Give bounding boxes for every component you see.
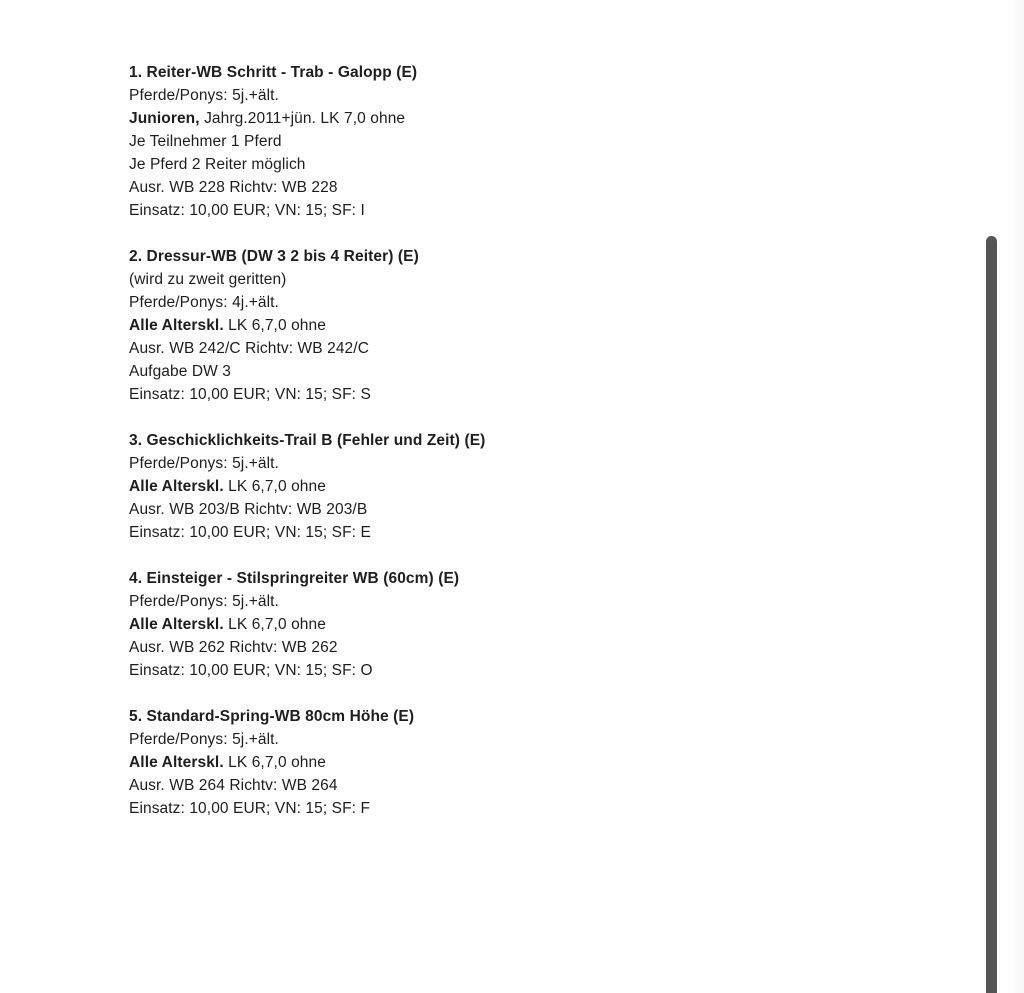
- regulations: Ausr. WB 228 Richtv: WB 228: [129, 179, 338, 196]
- horse-requirement: Pferde/Ponys: 5j.+ält.: [129, 593, 279, 610]
- rider-class: [129, 314, 729, 337]
- regulations: Ausr. WB 264 Richtv: WB 264: [129, 777, 338, 794]
- section-heading: 2. Dressur-WB (DW 3 2 bis 4 Reiter) (E): [129, 248, 419, 265]
- horse-requirement: Pferde/Ponys: 5j.+ält.: [129, 455, 279, 472]
- fee-info: Einsatz: 10,00 EUR; VN: 15; SF: E: [129, 524, 371, 541]
- rider-rule: Je Pferd 2 Reiter möglich: [129, 156, 306, 173]
- horse-requirement: Pferde/Ponys: 4j.+ält.: [129, 294, 279, 311]
- horse-requirement: Pferde/Ponys: 5j.+ält.: [129, 87, 279, 104]
- rider-class-label: Alle Alterskl.: [129, 478, 224, 495]
- rider-class-detail: LK 6,7,0 ohne: [223, 478, 326, 495]
- rider-class: [129, 613, 729, 636]
- participant-rule: Je Teilnehmer 1 Pferd: [129, 133, 282, 150]
- section-note: (wird zu zweit geritten): [129, 271, 287, 288]
- horse-requirement: Pferde/Ponys: 5j.+ält.: [129, 731, 279, 748]
- rider-class: [129, 751, 729, 774]
- rider-class-detail: LK 6,7,0 ohne: [223, 317, 326, 334]
- fee-info: Einsatz: 10,00 EUR; VN: 15; SF: F: [129, 800, 371, 817]
- competition-section-1: [129, 61, 729, 222]
- competition-section-3: [129, 429, 729, 544]
- competition-list: [129, 61, 729, 843]
- rider-class-detail: LK 6,7,0 ohne: [223, 754, 326, 771]
- rider-class-label: Alle Alterskl.: [129, 317, 224, 334]
- rider-class-detail: LK 6,7,0 ohne: [223, 616, 326, 633]
- regulations: Ausr. WB 242/C Richtv: WB 242/C: [129, 340, 369, 357]
- rider-class: [129, 107, 729, 130]
- regulations: Ausr. WB 262 Richtv: WB 262: [129, 639, 338, 656]
- task-info: Aufgabe DW 3: [129, 363, 232, 380]
- section-heading: 5. Standard-Spring-WB 80cm Höhe (E): [129, 708, 415, 725]
- scrollbar-thumb[interactable]: [986, 236, 997, 993]
- fee-info: Einsatz: 10,00 EUR; VN: 15; SF: I: [129, 202, 365, 219]
- section-heading: 4. Einsteiger - Stilspringreiter WB (60cm) (E): [129, 570, 460, 587]
- regulations: Ausr. WB 203/B Richtv: WB 203/B: [129, 501, 368, 518]
- fee-info: Einsatz: 10,00 EUR; VN: 15; SF: O: [129, 662, 373, 679]
- rider-class-label: Junioren,: [129, 110, 200, 127]
- section-heading: 3. Geschicklichkeits-Trail B (Fehler und Zeit) (E): [129, 432, 486, 449]
- competition-section-4: [129, 567, 729, 682]
- rider-class-label: Alle Alterskl.: [129, 616, 224, 633]
- section-heading: 1. Reiter-WB Schritt - Trab - Galopp (E): [129, 64, 418, 81]
- page-edge-shadow: [1012, 0, 1024, 993]
- competition-section-2: [129, 245, 729, 406]
- fee-info: Einsatz: 10,00 EUR; VN: 15; SF: S: [129, 386, 371, 403]
- rider-class-detail: Jahrg.2011+jün. LK 7,0 ohne: [199, 110, 406, 127]
- competition-section-5: [129, 705, 729, 820]
- rider-class: [129, 475, 729, 498]
- rider-class-label: Alle Alterskl.: [129, 754, 224, 771]
